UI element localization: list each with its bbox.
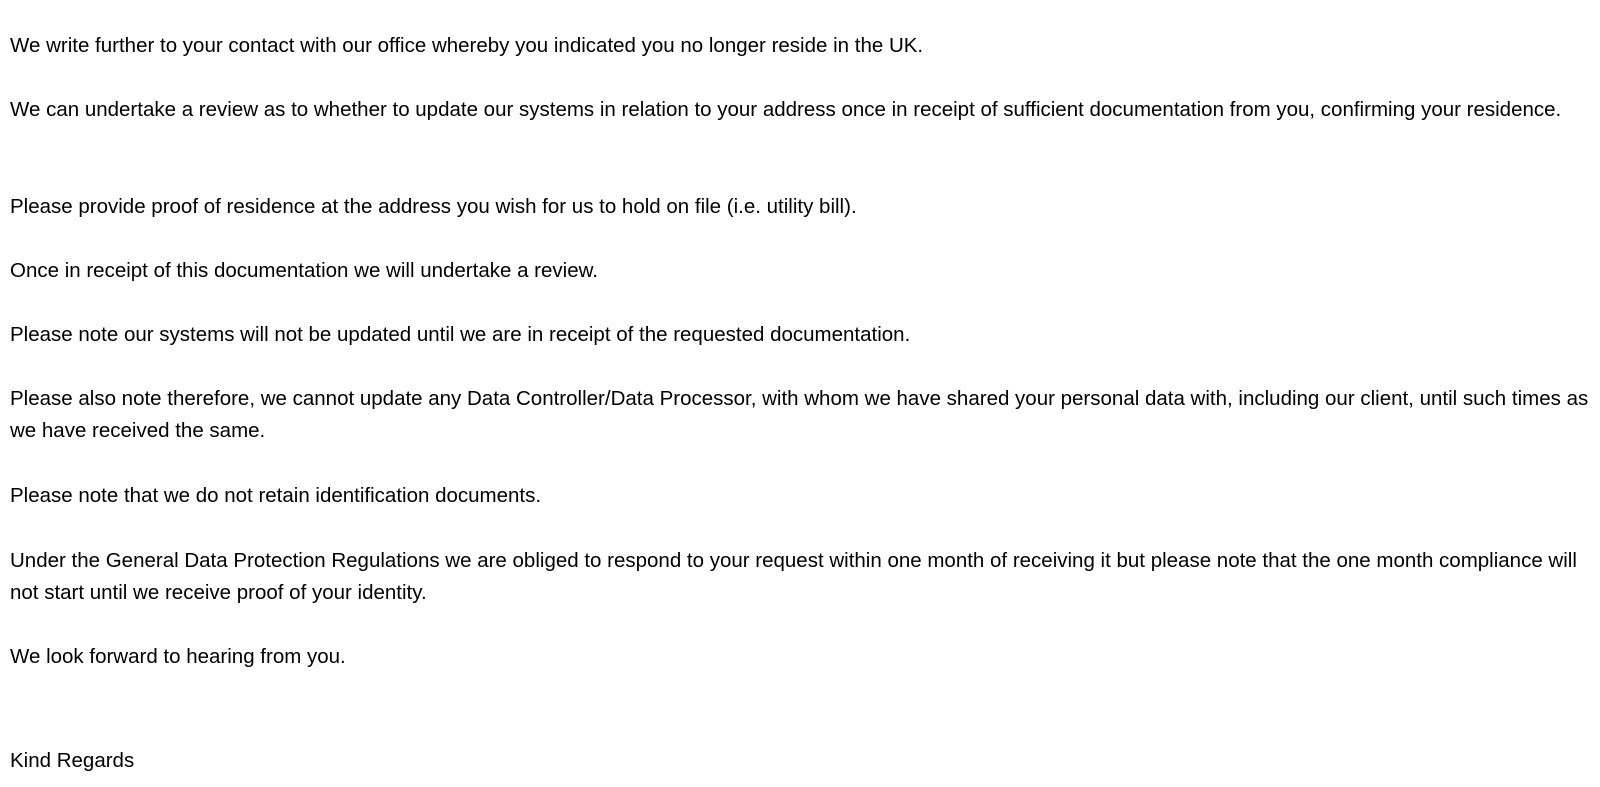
paragraph-data-controller-note: Please also note therefore, we cannot update any Data Controller/Data Processor, with whom we have shared your personal data with, including our client, until such times as we have received the same. [10,387,1589,442]
paragraph-gdpr-note: Under the General Data Protection Regulations we are obliged to respond to your request within one month of receiving it but please note that the one month compliance will not start until we receive proof of your identity. [10,549,1577,604]
paragraph-closing: We look forward to hearing from you. [10,645,346,668]
paragraph-proof-request: Please provide proof of residence at the address you wish for us to hold on file (i.e. utility bill). [10,195,857,218]
paragraph-review: We can undertake a review as to whether to update our systems in relation to your address once in receipt of sufficient documentation from you, confirming your residence. [10,98,1562,121]
paragraph-systems-note: Please note our systems will not be updated until we are in receipt of the requested documentation. [10,323,911,346]
paragraph-retention-note: Please note that we do not retain identification documents. [10,484,542,507]
paragraph-intro: We write further to your contact with our office whereby you indicated you no longer reside in the UK. [10,34,924,57]
sign-off: Kind Regards [10,749,135,772]
paragraph-review-timing: Once in receipt of this documentation we will undertake a review. [10,259,598,282]
